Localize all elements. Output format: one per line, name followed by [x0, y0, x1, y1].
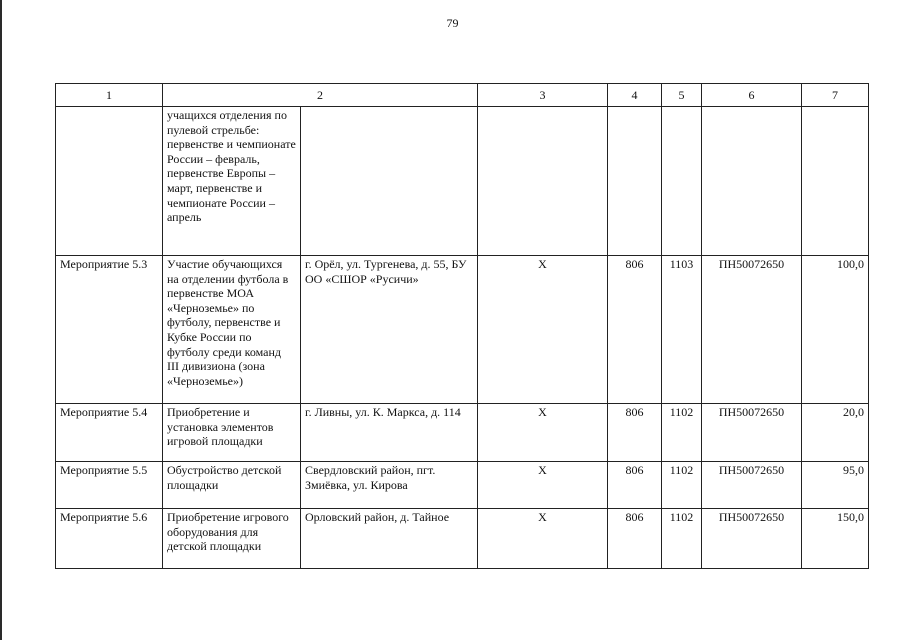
column-number: 4	[608, 84, 662, 107]
amount-cell: 100,0	[802, 256, 869, 404]
column-number-row	[56, 84, 869, 107]
column-number: 2	[163, 84, 478, 107]
address-cell: Орловский район, д. Тайное	[301, 509, 478, 569]
amount-cell: 20,0	[802, 404, 869, 462]
col4-cell: 806	[608, 256, 662, 404]
col3-cell: Х	[478, 509, 608, 569]
col5-cell: 1102	[662, 462, 702, 509]
amount-cell: 95,0	[802, 462, 869, 509]
address-cell: Свердловский район, пгт. Змиёвка, ул. Кирова	[301, 462, 478, 509]
left-margin-rule	[0, 0, 2, 640]
col3-cell	[478, 107, 608, 256]
col5-cell	[662, 107, 702, 256]
address-cell: г. Ливны, ул. К. Маркса, д. 114	[301, 404, 478, 462]
col3-cell: Х	[478, 256, 608, 404]
description-cell: Участие обучающихся на отделении футбола в первенстве МОА «Черноземье» по футболу, первенстве и Кубке России по футболу среди команд III дивизиона (зона «Черноземье»)	[163, 256, 301, 404]
col3-cell: Х	[478, 462, 608, 509]
column-number: 6	[702, 84, 802, 107]
col5-cell: 1102	[662, 404, 702, 462]
table-row	[56, 107, 869, 256]
code-cell: ПН50072650	[702, 404, 802, 462]
budget-table	[55, 83, 869, 569]
column-number: 7	[802, 84, 869, 107]
code-cell: ПН50072650	[702, 509, 802, 569]
table-row	[56, 462, 869, 509]
table-row	[56, 256, 869, 404]
amount-cell	[802, 107, 869, 256]
code-cell	[702, 107, 802, 256]
col4-cell: 806	[608, 404, 662, 462]
column-number: 3	[478, 84, 608, 107]
page-number: 79	[446, 16, 459, 30]
description-cell: Приобретение и установка элементов игровой площадки	[163, 404, 301, 462]
address-cell	[301, 107, 478, 256]
code-cell: ПН50072650	[702, 256, 802, 404]
column-number: 5	[662, 84, 702, 107]
event-cell	[56, 107, 163, 256]
column-number: 1	[56, 84, 163, 107]
col3-cell: Х	[478, 404, 608, 462]
col5-cell: 1102	[662, 509, 702, 569]
code-cell: ПН50072650	[702, 462, 802, 509]
address-cell: г. Орёл, ул. Тургенева, д. 55, БУ ОО «СШОР «Русичи»	[301, 256, 478, 404]
col4-cell: 806	[608, 509, 662, 569]
event-cell: Мероприятие 5.4	[56, 404, 163, 462]
col4-cell	[608, 107, 662, 256]
description-cell: учащихся отделения по пулевой стрельбе: первенстве и чемпионате России – февраль, первенстве Европы – март, первенстве и чемпионате России – апрель	[163, 107, 301, 256]
description-cell: Обустройство детской площадки	[163, 462, 301, 509]
event-cell: Мероприятие 5.6	[56, 509, 163, 569]
event-cell: Мероприятие 5.3	[56, 256, 163, 404]
description-cell: Приобретение игрового оборудования для детской площадки	[163, 509, 301, 569]
col5-cell: 1103	[662, 256, 702, 404]
table-row	[56, 404, 869, 462]
table-row	[56, 509, 869, 569]
amount-cell: 150,0	[802, 509, 869, 569]
col4-cell: 806	[608, 462, 662, 509]
event-cell: Мероприятие 5.5	[56, 462, 163, 509]
